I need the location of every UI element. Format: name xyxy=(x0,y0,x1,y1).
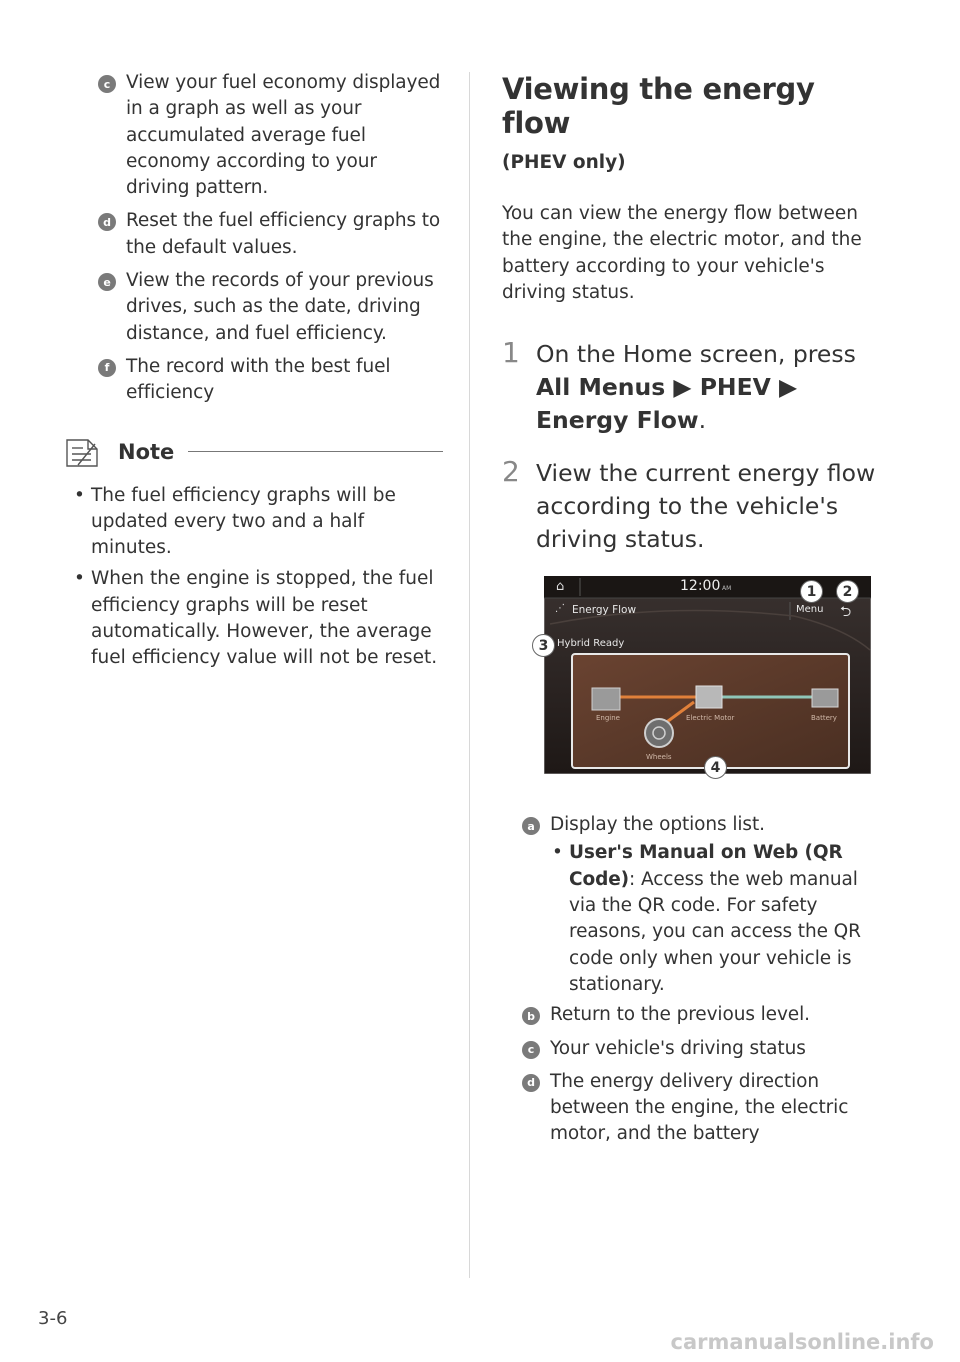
option-bullet xyxy=(550,840,887,998)
item-text: The record with the best fuel efficiency xyxy=(126,355,391,404)
callout-descriptions xyxy=(502,812,887,1148)
description-item xyxy=(522,812,887,998)
page-number: 3-6 xyxy=(38,1308,68,1329)
clock-ampm: AM xyxy=(722,585,732,593)
engine-label: Engine xyxy=(596,714,620,723)
energy-flow-icon: ⋰ xyxy=(555,603,565,615)
callout-4: 4 xyxy=(704,756,727,779)
description-item xyxy=(522,1069,887,1148)
list-item xyxy=(98,354,443,407)
step-2 xyxy=(502,457,887,556)
item-badge: d xyxy=(522,1074,540,1092)
item-text: The energy delivery direction between the engine, the electric motor, and the battery xyxy=(550,1070,849,1145)
screen-title: Energy Flow xyxy=(572,604,637,617)
item-text: Display the options list. xyxy=(550,814,765,836)
description-item xyxy=(522,1036,887,1062)
section-title: Viewing the energy flow xyxy=(502,72,815,140)
option-text: : Access the web manual via the QR code. For safety reasons, you can access the QR code only when your vehicle is stationary. xyxy=(569,868,861,995)
back-icon[interactable]: ⮌ xyxy=(840,604,852,621)
list-item xyxy=(98,268,443,347)
note-header xyxy=(64,435,443,469)
step-text: . xyxy=(698,406,707,435)
column-divider xyxy=(469,72,470,1278)
step-number: 2 xyxy=(502,455,520,489)
section-intro: You can view the energy flow between the engine, the electric motor, and the battery according to your vehicle's driving status. xyxy=(502,203,862,303)
note-icon xyxy=(64,435,100,469)
arrow-icon: ▶ xyxy=(665,373,700,402)
callout-3: 3 xyxy=(532,634,555,657)
home-icon[interactable]: ⌂ xyxy=(556,579,565,595)
step-number: 1 xyxy=(502,336,520,370)
list-item xyxy=(98,208,443,261)
description-item xyxy=(522,1002,887,1028)
left-column xyxy=(91,70,443,677)
menu-path-all-menus: All Menus xyxy=(536,373,666,402)
step-1 xyxy=(502,338,887,437)
note-rule xyxy=(188,451,443,452)
item-badge: d xyxy=(98,213,116,231)
battery-label: Battery xyxy=(811,714,837,723)
callout-2: 2 xyxy=(836,580,859,603)
wheels-label: Wheels xyxy=(646,753,672,762)
note-bullets xyxy=(70,483,443,672)
arrow-icon: ▶ xyxy=(770,373,798,402)
right-column xyxy=(502,70,887,1155)
item-text: Your vehicle's driving status xyxy=(550,1037,806,1059)
step-text: On the Home screen, press xyxy=(536,340,856,369)
item-badge: a xyxy=(522,817,540,835)
item-badge: f xyxy=(98,359,116,377)
item-badge: b xyxy=(522,1007,540,1025)
clock-time: 12:00 xyxy=(680,578,721,595)
item-badge: c xyxy=(98,75,116,93)
item-text: Return to the previous level. xyxy=(550,1004,810,1026)
menu-path-phev: PHEV xyxy=(699,373,771,402)
note-bullet: • The fuel efficiency graphs will be updated every two and a half minutes. xyxy=(70,483,443,562)
item-badge: e xyxy=(98,273,116,291)
note-bullet: • When the engine is stopped, the fuel efficiency graphs will be reset automatically. However, the average fuel efficiency value will not be reset. xyxy=(70,566,443,671)
callout-1: 1 xyxy=(800,580,823,603)
item-badge: c xyxy=(522,1041,540,1059)
note-title: Note xyxy=(118,439,175,464)
item-text: View your fuel economy displayed in a graph as well as your accumulated average fuel economy according to your driving pattern. xyxy=(126,72,441,199)
menu-path-energy-flow: Energy Flow xyxy=(536,406,699,435)
option-name: User's Manual on Web (QR Code) xyxy=(569,842,843,890)
section-subtitle: (PHEV only) xyxy=(502,152,626,173)
step-text: View the current energy flow according to the vehicle's driving status. xyxy=(536,459,876,554)
energy-flow-screen xyxy=(538,576,871,776)
list-item xyxy=(98,70,443,201)
driving-status: Hybrid Ready xyxy=(557,638,625,650)
menu-button[interactable]: Menu xyxy=(796,604,824,616)
watermark-footer: carmanualsonline.info xyxy=(670,1330,934,1354)
item-text: View the records of your previous drives, such as the date, driving distance, and fuel efficiency. xyxy=(126,270,434,344)
item-text: Reset the fuel efficiency graphs to the default values. xyxy=(126,210,441,258)
motor-label: Electric Motor xyxy=(686,714,735,723)
